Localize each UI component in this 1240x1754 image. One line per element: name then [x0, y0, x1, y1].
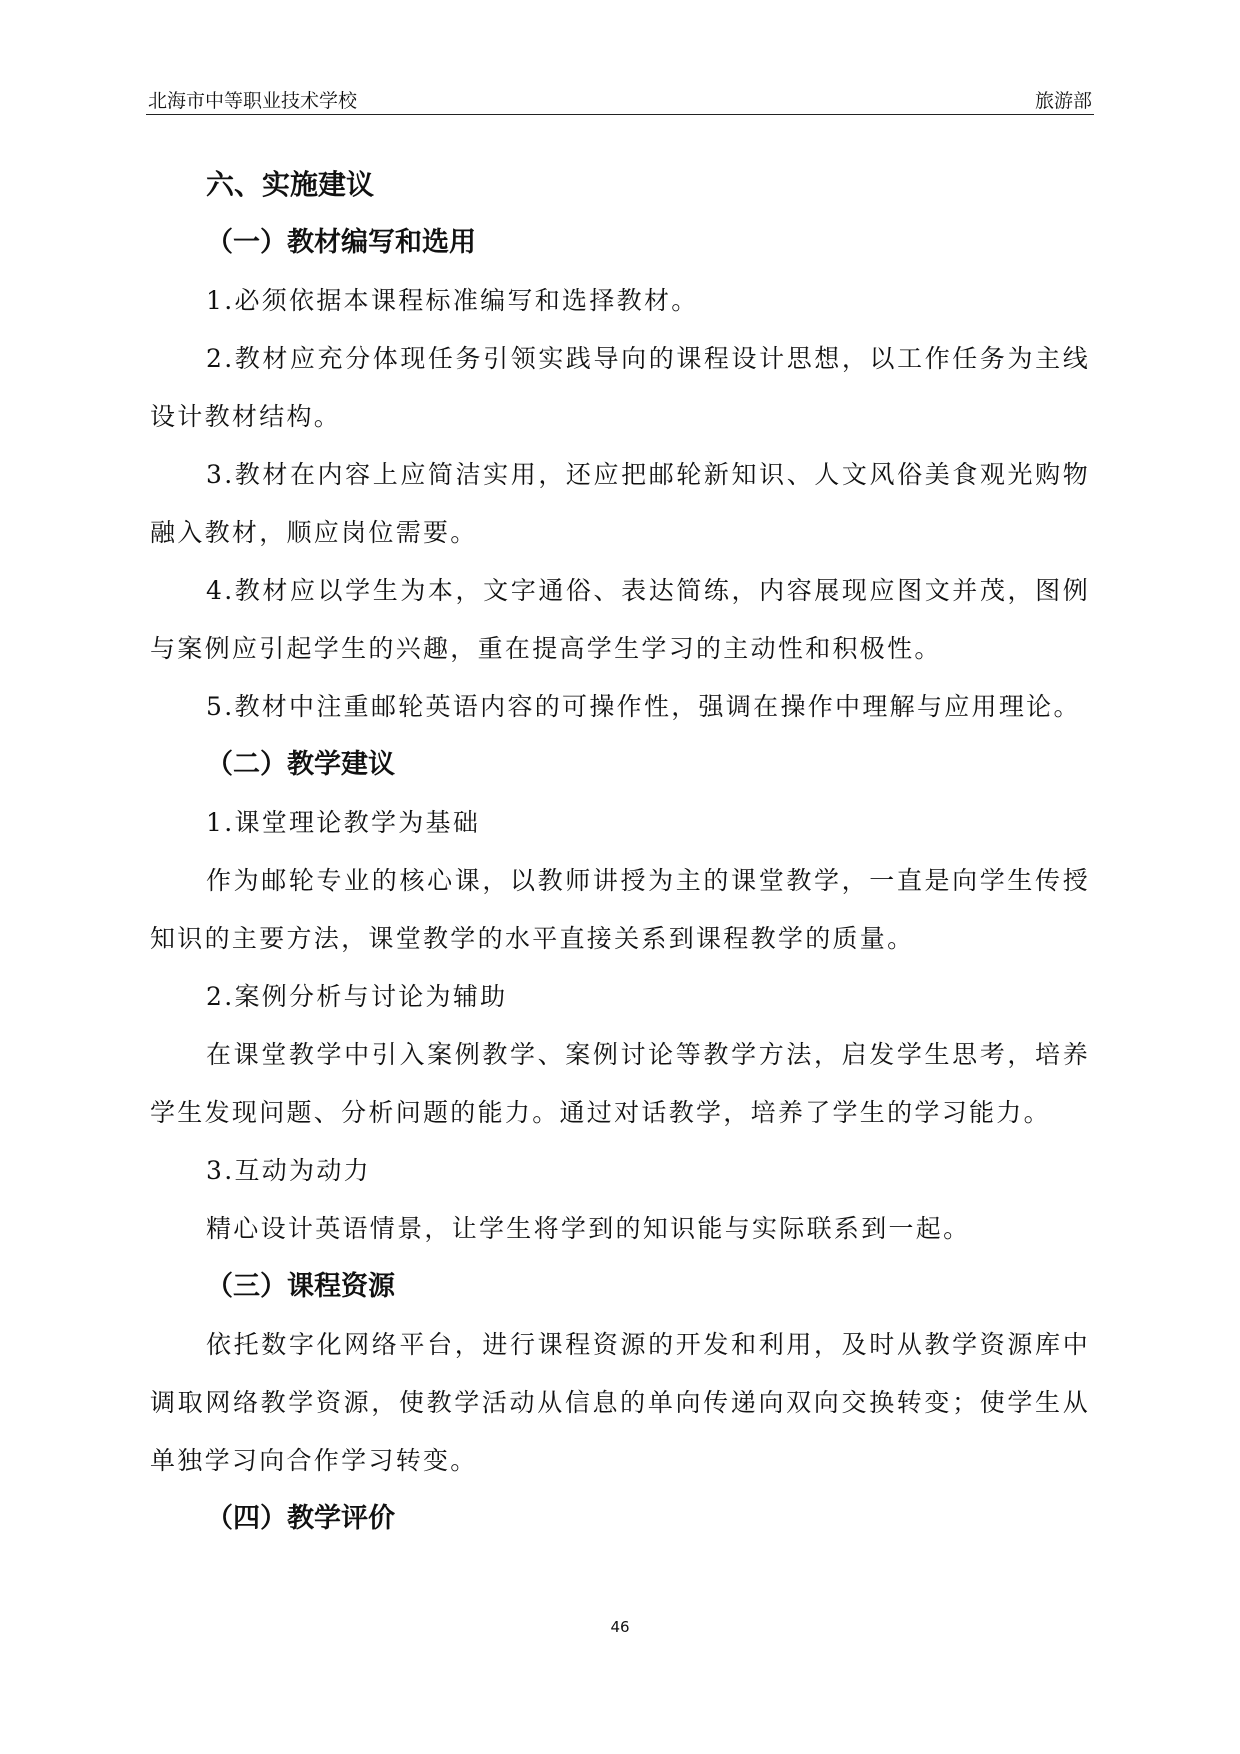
page-header: [146, 84, 1094, 114]
materials-item-2: 2.教材应充分体现任务引领实践导向的课程设计思想，以工作任务为主线设计教材结构。: [150, 344, 1090, 431]
header-rule: [146, 114, 1094, 115]
section-title: 六、实施建议: [206, 168, 375, 201]
subsection-title-evaluation: （四）教学评价: [206, 1503, 395, 1534]
teaching-point-3-title: 3.互动为动力: [206, 1156, 371, 1185]
teaching-point-2-title: 2.案例分析与讨论为辅助: [206, 982, 508, 1011]
teaching-point-2-body: 在课堂教学中引入案例教学、案例讨论等教学方法，启发学生思考，培养学生发现问题、分析问题的能力。通过对话教学，培养了学生的学习能力。: [150, 1040, 1090, 1127]
header-department: 旅游部: [1034, 90, 1092, 112]
teaching-point-1-body: 作为邮轮专业的核心课，以教师讲授为主的课堂教学，一直是向学生传授知识的主要方法，课堂教学的水平直接关系到课程教学的质量。: [150, 866, 1090, 953]
subsection-title-teaching: （二）教学建议: [206, 749, 395, 780]
resources-body: 依托数字化网络平台，进行课程资源的开发和利用，及时从教学资源库中调取网络教学资源，使教学活动从信息的单向传递向双向交换转变；使学生从单独学习向合作学习转变。: [150, 1330, 1090, 1475]
subsection-title-materials: （一）教材编写和选用: [206, 227, 476, 258]
subsection-title-resources: （三）课程资源: [206, 1271, 395, 1302]
teaching-point-1-title: 1.课堂理论教学为基础: [206, 808, 481, 837]
page-number: 46: [610, 1618, 630, 1636]
materials-item-1: 1.必须依据本课程标准编写和选择教材。: [206, 286, 699, 315]
teaching-point-3-body: 精心设计英语情景，让学生将学到的知识能与实际联系到一起。: [206, 1214, 971, 1243]
page-body: [150, 156, 1090, 1548]
materials-item-5: 5.教材中注重邮轮英语内容的可操作性，强调在操作中理解与应用理论。: [206, 692, 1081, 721]
header-school-name: 北海市中等职业技术学校: [148, 90, 358, 112]
materials-item-3: 3.教材在内容上应简洁实用，还应把邮轮新知识、人文风俗美食观光购物融入教材，顺应岗位需要。: [150, 460, 1090, 547]
materials-item-4: 4.教材应以学生为本，文字通俗、表达简练，内容展现应图文并茂，图例与案例应引起学生的兴趣，重在提高学生学习的主动性和积极性。: [150, 576, 1090, 663]
